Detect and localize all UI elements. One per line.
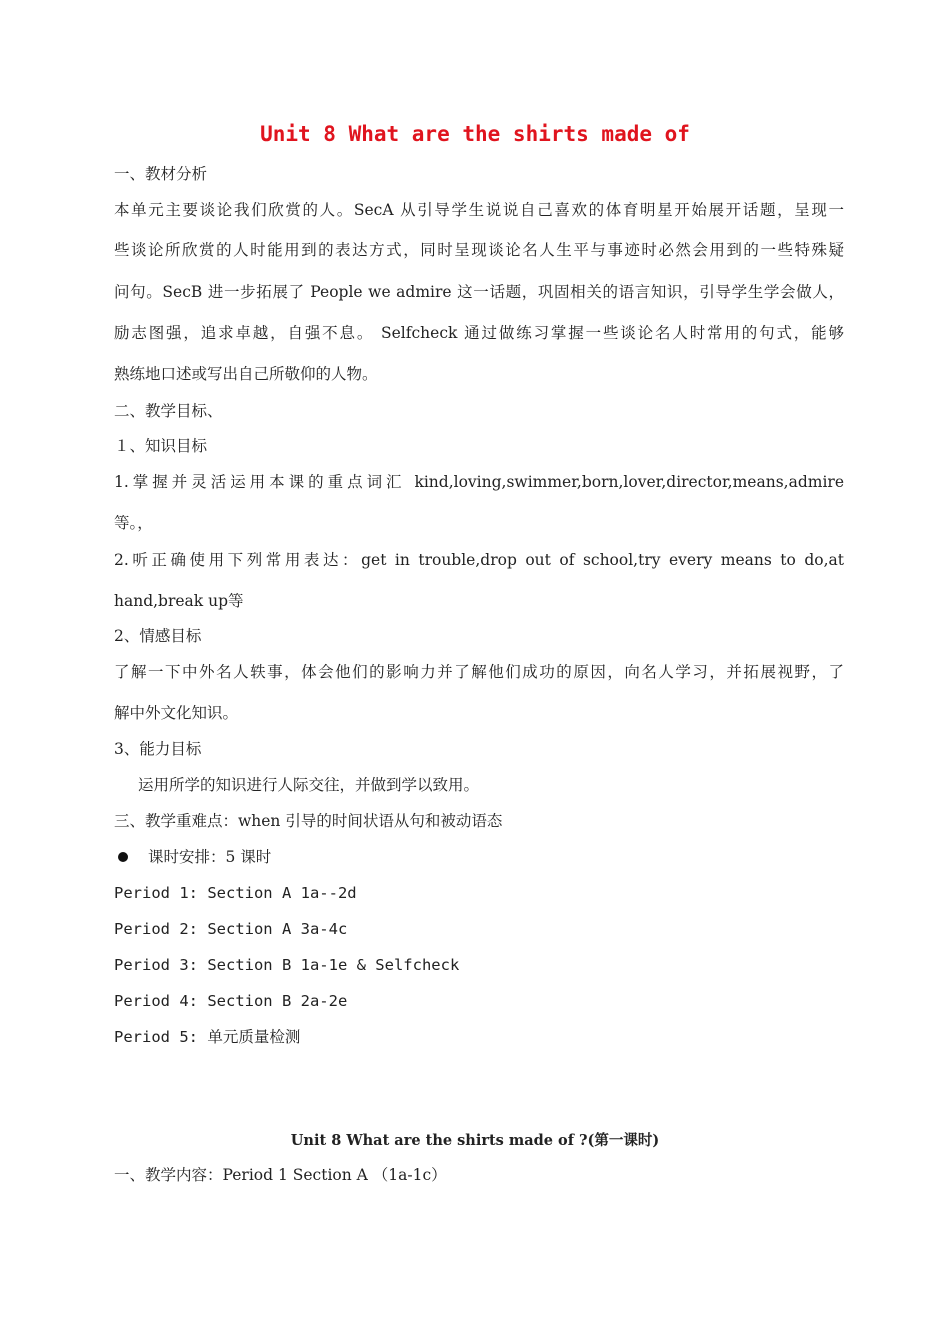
knowledge-item-1-cont: 等。，	[114, 514, 153, 532]
emotion-heading: 2、情感目标	[114, 627, 202, 645]
lesson-content-line: 一、教学内容：Period 1 Section A （1a-1c）	[114, 1166, 447, 1184]
knowledge-item-2: 2.听正确使用下列常用表达：get in trouble,drop out of school,try every means to do,at	[114, 551, 844, 569]
bullet-icon	[118, 852, 128, 862]
document-title: Unit 8 What are the shirts made of	[260, 122, 690, 146]
analysis-line-1: 本单元主要谈论我们欣赏的人。SecA 从引导学生说说自己喜欢的体育明星开始展开话题，呈现一	[114, 201, 844, 219]
period-item-1: Period 1: Section A 1a--2d	[114, 884, 357, 902]
analysis-line-2: 些谈论所欣赏的人时能用到的表达方式，同时呈现谈论名人生平与事迹时必然会用到的一些特殊疑	[114, 241, 844, 259]
period-item-5: Period 5: 单元质量检测	[114, 1028, 301, 1046]
ability-heading: 3、能力目标	[114, 740, 202, 758]
analysis-line-3: 问句。SecB 进一步拓展了 People we admire 这一话题，巩固相关的语言知识，引导学生学会做人，	[114, 283, 844, 301]
difficulty-line: 三、教学重难点：when 引导的时间状语从句和被动语态	[114, 812, 503, 830]
emotion-line-1: 了解一下中外名人轶事，体会他们的影响力并了解他们成功的原因，向名人学习，并拓展视野，了	[114, 663, 844, 681]
analysis-heading: 一、教材分析	[114, 165, 208, 183]
goals-heading: 二、教学目标、	[114, 402, 223, 420]
knowledge-heading: １、知识目标	[114, 437, 208, 455]
knowledge-item-2-cont: hand,break up等	[114, 592, 244, 610]
schedule-row	[114, 847, 844, 867]
period-item-3: Period 3: Section B 1a-1e & Selfcheck	[114, 956, 460, 974]
period-item-2: Period 2: Section A 3a-4c	[114, 920, 348, 938]
ability-line: 运用所学的知识进行人际交往，并做到学以致用。	[138, 776, 480, 794]
lesson-title: Unit 8 What are the shirts made of ?(第一课时)	[290, 1132, 660, 1149]
period-item-4: Period 4: Section B 2a-2e	[114, 992, 348, 1010]
analysis-line-5: 熟练地口述或写出自己所敬仰的人物。	[114, 365, 378, 383]
knowledge-item-1: 1.掌握并灵活运用本课的重点词汇 kind,loving,swimmer,born,lover,director,means,admire	[114, 473, 844, 491]
emotion-line-2: 解中外文化知识。	[114, 704, 239, 722]
schedule-text: 课时安排：5 课时	[148, 848, 272, 866]
analysis-line-4: 励志图强，追求卓越，自强不息。 Selfcheck 通过做练习掌握一些谈论名人时常用的句式，能够	[114, 324, 844, 342]
